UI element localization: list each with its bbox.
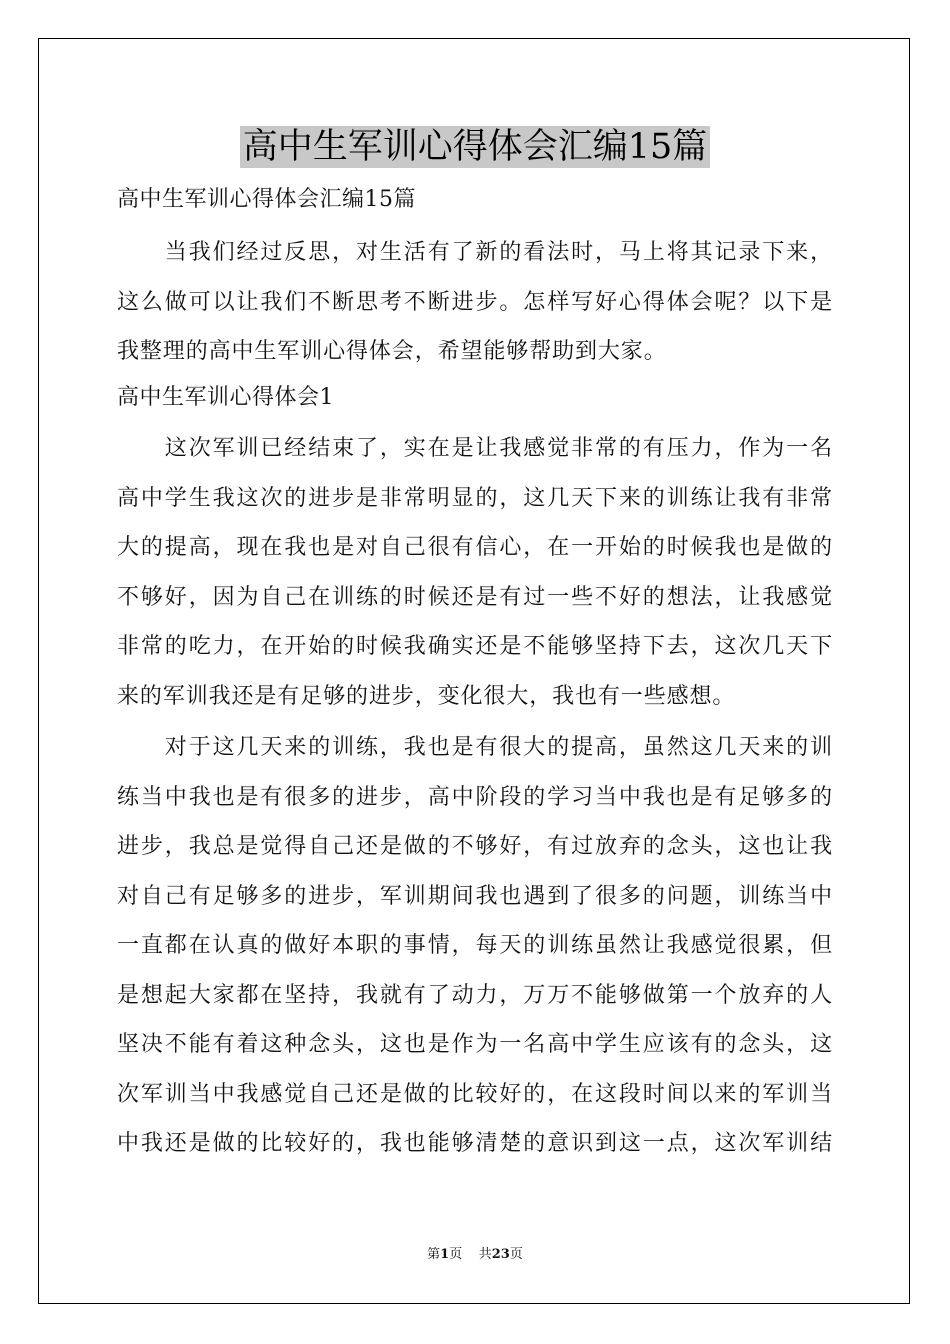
paragraph-line: 不够好，因为自己在训练的时候还是有过一些不好的想法，让我感觉 bbox=[117, 584, 833, 610]
intro-line: 这么做可以让我们不断思考不断进步。怎样写好心得体会呢？以下是 bbox=[117, 289, 833, 315]
section-heading: 高中生军训心得体会1 bbox=[117, 385, 334, 410]
page-footer bbox=[0, 1247, 950, 1263]
paragraph-line: 高中学生我这次的进步是非常明显的，这几天下来的训练让我有非常 bbox=[117, 485, 833, 511]
title-wrap bbox=[0, 126, 950, 168]
document-title: 高中生军训心得体会汇编15篇 bbox=[240, 126, 711, 168]
paragraph-line: 来的军训我还是有足够的进步，变化很大，我也有一些感想。 bbox=[117, 683, 736, 709]
paragraph-line: 非常的吃力，在开始的时候我确实还是不能够坚持下去，这次几天下 bbox=[117, 634, 833, 659]
paragraph-line: 次军训当中我感觉自己还是做的比较好的，在这段时间以来的军训当 bbox=[117, 1081, 833, 1107]
paragraph-line: 这次军训已经结束了，实在是让我感觉非常的有压力，作为一名 bbox=[117, 436, 833, 461]
paragraph-1 bbox=[117, 424, 833, 721]
intro-line: 我整理的高中生军训心得体会，希望能够帮助到大家。 bbox=[117, 339, 667, 364]
paragraph-line: 坚决不能有着这种念头，这也是作为一名高中学生应该有的念头，这 bbox=[117, 1032, 833, 1057]
paragraph-line: 是想起大家都在坚持，我就有了动力，万万不能够做第一个放弃的人 bbox=[117, 982, 833, 1008]
page-prefix: 第 bbox=[427, 1247, 441, 1262]
paragraph-line: 对自己有足够多的进步，军训期间我也遇到了很多的问题，训练当中 bbox=[117, 883, 833, 909]
paragraph-line: 中我还是做的比较好的，我也能够清楚的意识到这一点，这次军训结 bbox=[117, 1131, 833, 1156]
document-subtitle: 高中生军训心得体会汇编15篇 bbox=[117, 187, 416, 212]
page-suffix: 页 bbox=[449, 1247, 463, 1262]
page-number: 1 bbox=[440, 1247, 450, 1262]
paragraph-line: 对于这几天来的训练，我也是有很大的提高，虽然这几天来的训 bbox=[117, 735, 833, 760]
paragraph-line: 进步，我总是觉得自己还是做的不够好，有过放弃的念头，这也让我 bbox=[117, 834, 833, 859]
paragraph-line: 一直都在认真的做好本职的事情，每天的训练虽然让我感觉很累，但 bbox=[117, 933, 833, 958]
total-prefix: 共 bbox=[478, 1247, 492, 1262]
total-pages: 23 bbox=[491, 1247, 510, 1262]
paragraph-2 bbox=[117, 723, 833, 1169]
paragraph-line: 大的提高，现在我也是对自己很有信心，在一开始的时候我也是做的 bbox=[117, 535, 833, 560]
intro-paragraph bbox=[117, 228, 833, 377]
paragraph-line: 练当中我也是有很多的进步，高中阶段的学习当中我也是有足够多的 bbox=[117, 784, 833, 810]
intro-line: 当我们经过反思，对生活有了新的看法时，马上将其记录下来， bbox=[117, 240, 833, 265]
total-suffix: 页 bbox=[509, 1247, 523, 1262]
